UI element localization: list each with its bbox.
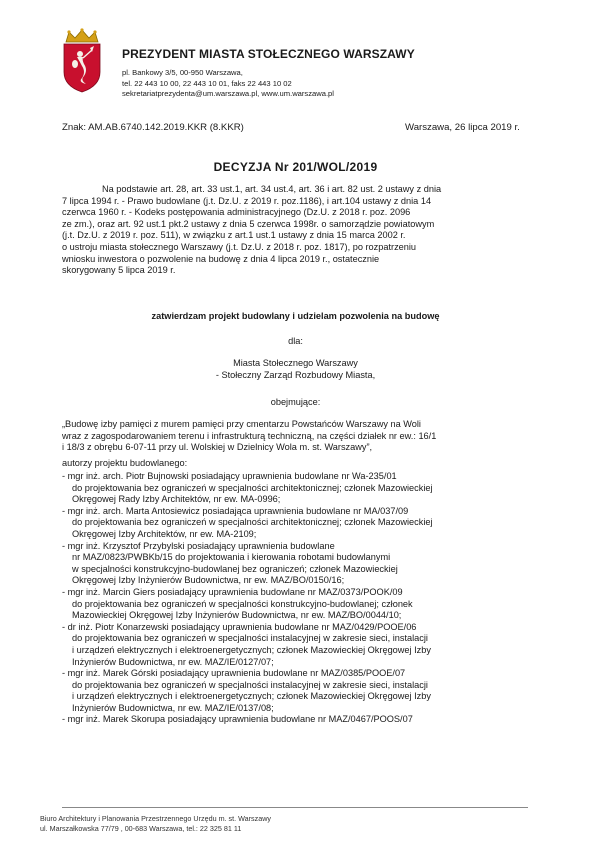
legal-basis-line: wniosku inwestora o pozwolenie na budowę z dnia 4 lipca 2019 r., ostatecznie — [62, 253, 380, 264]
legal-basis-line: 7 lipca 1994 r. - Prawo budowlane (j.t. Dz.U. z 2019 r. poz.1186), i art.104 ustawy z dnia 14 — [62, 195, 432, 206]
office-email-www: sekretariatprezydenta@um.warszawa.pl, www.um.warszawa.pl — [122, 89, 334, 99]
footer-divider — [62, 807, 528, 808]
legal-basis-line: o ustroju miasta stołecznego Warszawy (j.t. Dz.U. z 2018 r. poz. 1817), po rozpatrzeniu — [62, 241, 417, 252]
author-line: - mgr inż. Marcin Giers posiadający uprawnienia budowlane nr MAZ/0373/POOK/09 — [62, 586, 403, 597]
author-item — [62, 622, 528, 668]
author-line: w specjalności konstrukcyjno-budowlanej bez ograniczeń; członek Mazowieckiej — [72, 563, 398, 574]
author-line: Okręgowej Izby Architektów, nr ew. MA-2109; — [72, 528, 257, 539]
warsaw-coat-of-arms-logo — [60, 28, 104, 94]
author-line: do projektowania bez ograniczeń w specjalności architektonicznej; członek Mazowieckiej — [72, 482, 433, 493]
project-description — [62, 419, 528, 454]
author-line: do projektowania bez ograniczeń w specjalności architektonicznej; członek Mazowieckiej — [72, 517, 433, 528]
author-line: - mgr inż. Krzysztof Przybylski posiadający uprawnienia budowlane — [62, 540, 335, 551]
decision-title: DECYZJA Nr 201/WOL/2019 — [213, 160, 378, 174]
office-title: PREZYDENT MIASTA STOŁECZNEGO WARSZAWY — [122, 47, 415, 61]
project-line: i 18/3 z obrębu 6-07-11 przy ul. Wolskiej w Dzielnicy Wola m. st. Warszawy”, — [62, 442, 373, 453]
authors-heading: autorzy projektu budowlanego: — [62, 458, 188, 468]
author-line: nr MAZ/0823/PWBKb/15 do projektowania i kierowania robotami budowlanymi — [72, 552, 391, 563]
author-line: - mgr inż. arch. Piotr Bujnowski posiadający uprawnienia budowlane nr Wa-235/01 — [62, 471, 397, 481]
author-line: do projektowania bez ograniczeń w specjalności konstrukcyjno-budowlanej; członek — [72, 598, 413, 609]
author-line: i urządzeń elektrycznych i elektroenergetycznych; członek Mazowieckiej Okręgowej Izby — [72, 691, 431, 702]
document-reference: Znak: AM.AB.6740.142.2019.KKR (8.KKR) — [62, 122, 244, 133]
author-item — [62, 587, 528, 622]
author-item — [62, 541, 528, 587]
document-date: Warszawa, 26 lipca 2019 r. — [405, 122, 520, 133]
footer-address: ul. Marszałkowska 77/79 , 00-683 Warszawa, tel.: 22 325 81 11 — [40, 824, 242, 833]
approval-statement: zatwierdzam projekt budowlany i udzielam pozwolenia na budowę — [151, 311, 440, 321]
author-line: - mgr inż. Marek Górski posiadający uprawnienia budowlane nr MAZ/0385/POOE/07 — [62, 668, 406, 679]
author-item — [62, 471, 528, 506]
legal-basis-line: (j.t. Dz.U. z 2019 r. poz. 511), w związku z art.1 ust.1 ustawy z dnia 15 marca 2002 r. — [62, 230, 406, 241]
investor-unit: - Stołeczny Zarząd Rozbudowy Miasta, — [215, 369, 376, 380]
legal-basis-line: czerwca 1960 r. - Kodeks postępowania administracyjnego (Dz.U. z 2018 r. poz. 2096 — [62, 207, 411, 218]
legal-basis-line: Na podstawie art. 28, art. 33 ust.1, art. 34 ust.4, art. 36 i art. 82 ust. 2 ustawy z dnia — [102, 184, 442, 194]
author-line: Mazowieckiej Okręgowej Izby Inżynierów Budownictwa, nr ew. MAZ/BO/0044/10; — [72, 610, 402, 621]
author-line: Okręgowej Rady Izby Architektów, nr ew. MA-0996; — [72, 494, 281, 505]
legal-basis-line: skorygowany 5 lipca 2019 r. — [62, 265, 176, 276]
author-line: do projektowania bez ograniczeń w specjalności instalacyjnej w zakresie sieci, instalacji — [72, 679, 428, 690]
authors-list — [62, 471, 528, 726]
author-line: Okręgowej Izby Inżynierów Budownictwa, nr ew. MAZ/BO/0150/16; — [72, 575, 345, 586]
author-item — [62, 714, 528, 726]
investor-block — [0, 358, 591, 381]
legal-basis-line: ze zm.), oraz art. 92 ust.1 pkt.2 ustawy z dnia 5 czerwca 1998r. o samorządzie powiatowym — [62, 218, 435, 229]
project-line: wraz z zagospodarowaniem terenu i infrastrukturą techniczną, na części działek nr ew.: 16/1 — [62, 430, 437, 441]
office-address: pl. Bankowy 3/5, 00-950 Warszawa, — [122, 68, 243, 77]
author-line: Inżynierów Budownictwa, nr ew. MAZ/IE/0137/08; — [72, 702, 274, 713]
author-line: do projektowania bez ograniczeń w specjalności instalacyjnej w zakresie sieci, instalacji — [72, 633, 428, 644]
office-contact-block — [122, 68, 334, 100]
project-line: „Budowę izby pamięci z murem pamięci przy cmentarzu Powstańców Warszawy na Woli — [62, 419, 421, 429]
legal-basis-paragraph — [62, 184, 528, 277]
footer-office: Biuro Architektury i Planowania Przestrzennego Urzędu m. st. Warszawy — [40, 814, 272, 823]
covering-label: obejmujące: — [270, 397, 321, 407]
author-item — [62, 506, 528, 541]
author-line: - mgr inż. Marek Skorupa posiadający uprawnienia budowlane nr MAZ/0467/POOS/07 — [62, 714, 413, 725]
author-item — [62, 668, 528, 714]
author-line: i urządzeń elektrycznych i elektroenergetycznych; członek Mazowieckiej Okręgowej Izby — [72, 644, 431, 655]
investor-name: Miasta Stołecznego Warszawy — [233, 358, 358, 368]
author-line: Inżynierów Budownictwa, nr ew. MAZ/IE/0127/07; — [72, 656, 274, 667]
footer-block — [40, 814, 271, 834]
office-phones: tel. 22 443 10 00, 22 443 10 01, faks 22 443 10 02 — [122, 78, 292, 88]
for-label: dla: — [288, 336, 303, 346]
author-line: - mgr inż. arch. Marta Antosiewicz posiadająca uprawnienia budowlane nr MA/037/09 — [62, 505, 409, 516]
author-line: - dr inż. Piotr Konarzewski posiadający uprawnienia budowlane nr MAZ/0429/POOE/06 — [62, 621, 417, 632]
